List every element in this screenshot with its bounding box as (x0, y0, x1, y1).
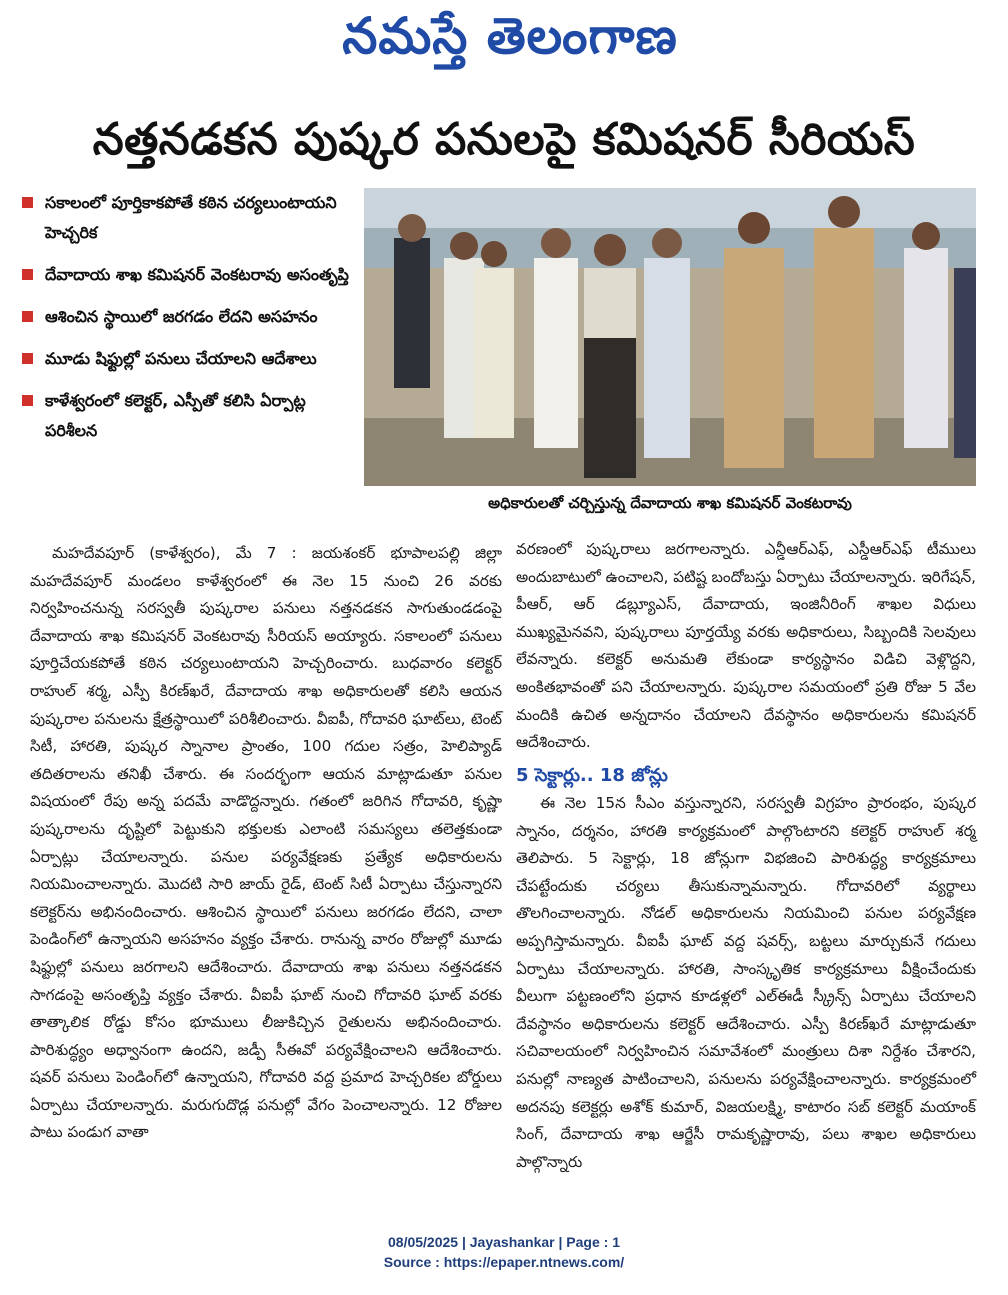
bullet-text: ఆశించిన స్థాయిలో జరగడం లేదని అసహనం (45, 307, 318, 326)
photo-caption: అధికారులతో చర్చిస్తున్న దేవాదాయ శాఖ కమిషనర్ వెంకటరావు (488, 494, 852, 512)
bullet-square-icon (22, 353, 33, 364)
article-body-left: మహదేవపూర్ (కాళేశ్వరం), మే 7 : జయశంకర్ భూపాలపల్లి జిల్లా మహదేవపూర్ మండలం కాళేశ్వరంలో ఈ నెల 15 నుంచి 26 వరకు నిర్వహించనున్న సరస్వతీ పుష్కరాల పనులు నత్తనడకన సాగుతుండడంపై దేవాదాయ శాఖ కమిషనర్ వెంకటరావు సీరియస్ అయ్యారు. సకాలంలో పనులు పూర్తిచేయకపోతే కఠిన చర్యలుంటాయని హెచ్చరించారు. బుధవారం కలెక్టర్ రాహుల్ శర్మ, ఎస్పీ కిరణ్‌ఖరే, దేవాదాయ శాఖ అధికారులతో కలిసి ఆయన పుష్కరాల పనులను క్షేత్రస్థాయిలో పరిశీలించారు. వీఐపీ, గోదావరి ఘాట్‌లు, టెంట్ సిటీ, హారతి, పుష్కర స్నానాల ప్రాంతం, 100 గదుల సత్రం, హెలిప్యాడ్ తదితరాలను తనిఖీ చేశారు. ఈ సందర్భంగా ఆయన మాట్లాడుతూ పనుల విషయంలో రేపు అన్న పదమే వాడొద్దన్నారు. గతంలో జరిగిన గోదావరి, కృష్ణా పుష్కరాలను దృష్టిలో పెట్టుకుని భక్తులకు ఎలాంటి సమస్యలు తలెత్తకుండా ఏర్పాట్లు చేయాలన్నారు. పనుల పర్యవేక్షణకు ప్రత్యేక అధికారులను నియమించాలన్నారు. మొదటి సారి జాయ్ రైడ్, టెంట్ సిటీ ఏర్పాటు చేస్తున్నారని కలెక్టర్‌ను అభినందించారు. ఆశించిన స్థాయిలో పనులు జరగడం లేదని, చాలా పెండింగ్‌లో ఉన్నాయని అసహనం వ్యక్తం చేశారు. రానున్న వారం రోజుల్లో మూడు షిఫ్టుల్లో పనులు జరగాలని ఆదేశించారు. దేవాదాయ శాఖ పనులు నత్తనడకన సాగడంపై అసంతృప్తి వ్యక్తం చేశారు. వీఐపీ ఘాట్ నుంచి గోదావరి ఘాట్ వరకు తాత్కాలిక రోడ్డు కోసం భూములు లీజుకిచ్చిన రైతులను అభినందించారు. పారిశుద్ధ్యం అధ్వానంగా ఉందని, జడ్పీ సీఈవో పర్యవేక్షించాలని ఆదేశించారు. షవర్ పనులు పెండింగ్‌లో ఉన్నాయని, గోదావరి వద్ద ప్రమాద హెచ్చరికల బోర్డులు ఏర్పాటు చేయాలన్నారు. మరుగుదొడ్ల పనుల్లో వేగం పెంచాలన్నారు. 12 రోజుల పాటు పండుగ వాతా (30, 544, 502, 1142)
article-body-right-top: వరణంలో పుష్కరాలు జరగాలన్నారు. ఎన్డీఆర్ఎఫ్, ఎస్డీఆర్ఎఫ్ టీములు అందుబాటులో ఉంచాలని, పటిష్ట బందోబస్తు ఏర్పాటు చేయాలన్నారు. ఇరిగేషన్, పీఆర్, ఆర్ డబ్ల్యూఎస్, దేవాదాయ, ఇంజినీరింగ్ శాఖల విధులు ముఖ్యమైనవని, పుష్కరాలు పూర్తయ్యే వరకు అధికారులు, సిబ్బందికి సెలవులు లేవన్నారు. కలెక్టర్ అనుమతి లేకుండా కార్యస్థానం విడిచి వెళ్లొద్దని, అంకితభావంతో పని చేయాలన్నారు. పుష్కరాల సమయంలో ప్రతి రోజు 5 వేల మందికి ఉచిత అన్నదానం చేయాలని దేవస్థానం అధికారులను కమిషనర్ ఆదేశించారు. (516, 540, 976, 752)
bullet-square-icon (22, 269, 33, 280)
bullet-square-icon (22, 395, 33, 406)
masthead-title: నమస్తే తెలంగాణ (342, 6, 678, 65)
officials-photo-illustration (364, 188, 976, 486)
bullet-item (22, 260, 362, 290)
bullet-item (22, 386, 362, 446)
newspaper-masthead (300, 8, 720, 76)
bullet-square-icon (22, 311, 33, 322)
article-headline (20, 112, 988, 178)
highlight-bullets (22, 188, 362, 458)
footer-source-link[interactable]: Source : https://epaper.ntnews.com/ (383, 1254, 625, 1270)
news-photo (364, 188, 976, 486)
article-subheading: 5 సెక్టార్లు.. 18 జోన్లు (516, 765, 668, 786)
bullet-text: మూడు షిఫ్టుల్లో పనులు చేయాలని ఆదేశాలు (45, 349, 317, 368)
bullet-text: కాళేశ్వరంలో కలెక్టర్, ఎస్పీతో కలిసి ఏర్పాట్ల పరిశీలన (45, 391, 306, 440)
bullet-item (22, 344, 362, 374)
bullet-item (22, 302, 362, 332)
footer-edition-info: 08/05/2025 | Jayashankar | Page : 1 (388, 1234, 620, 1250)
article-body-right-bottom: ఈ నెల 15న సీఎం వస్తున్నారని, సరస్వతీ విగ్రహం ప్రారంభం, పుష్కర స్నానం, దర్శనం, హారతి కార్యక్రమంలో పాల్గొంటారని కలెక్టర్ రాహుల్ శర్మ తెలిపారు. 5 సెక్టార్లు, 18 జోన్లుగా విభజించి పారిశుద్ధ్య కార్యక్రమాలు చేపట్టేందుకు చర్యలు తీసుకున్నామన్నారు. గోదావరిలో వ్యర్థాలు తొలగించాలన్నారు. నోడల్ అధికారులను నియమించి పనుల పర్యవేక్షణ అప్పగిస్తామన్నారు. వీఐపీ ఘాట్ వద్ద షవర్స్, బట్టలు మార్చుకునే గదులు ఏర్పాటు చేయాలన్నారు. హారతి, సాంస్కృతిక కార్యక్రమాలు వీక్షించేందుకు వీలుగా పట్టణంలోని ప్రధాన కూడళ్లలో ఎల్ఈడీ స్క్రీన్స్ ఏర్పాటు చేయాలని దేవస్థానం అధికారులను కలెక్టర్ ఆదేశించారు. ఎస్పీ కిరణ్‌ఖరే మాట్లాడుతూ సచివాలయంలో నిర్వహించిన సమావేశంలో మంత్రులు దిశా నిర్దేశం చేశారని, పనుల్లో నాణ్యత పాటించాలని, పనులను పర్యవేక్షించాలన్నారు. కార్యక్రమంలో అదనపు కలెక్టర్లు అశోక్ కుమార్, విజయలక్ష్మి, కాటారం సబ్ కలెక్టర్ మయాంక్ సింగ్, దేవాదాయ శాఖ ఆర్జేసీ రామకృష్ణారావు, పలు శాఖల అధికారులు పాల్గొన్నారు (516, 794, 976, 1171)
headline-text: నత్తనడకన పుష్కర పనులపై కమిషనర్ సీరియస్ (92, 114, 916, 165)
bullet-square-icon (22, 197, 33, 208)
bullet-text: సకాలంలో పూర్తికాకపోతే కఠిన చర్యలుంటాయని హెచ్చరిక (45, 193, 337, 242)
bullet-text: దేవాదాయ శాఖ కమిషనర్ వెంకటరావు అసంతృప్తి (45, 265, 349, 284)
page-footer (0, 1232, 1008, 1272)
bullet-item (22, 188, 362, 248)
